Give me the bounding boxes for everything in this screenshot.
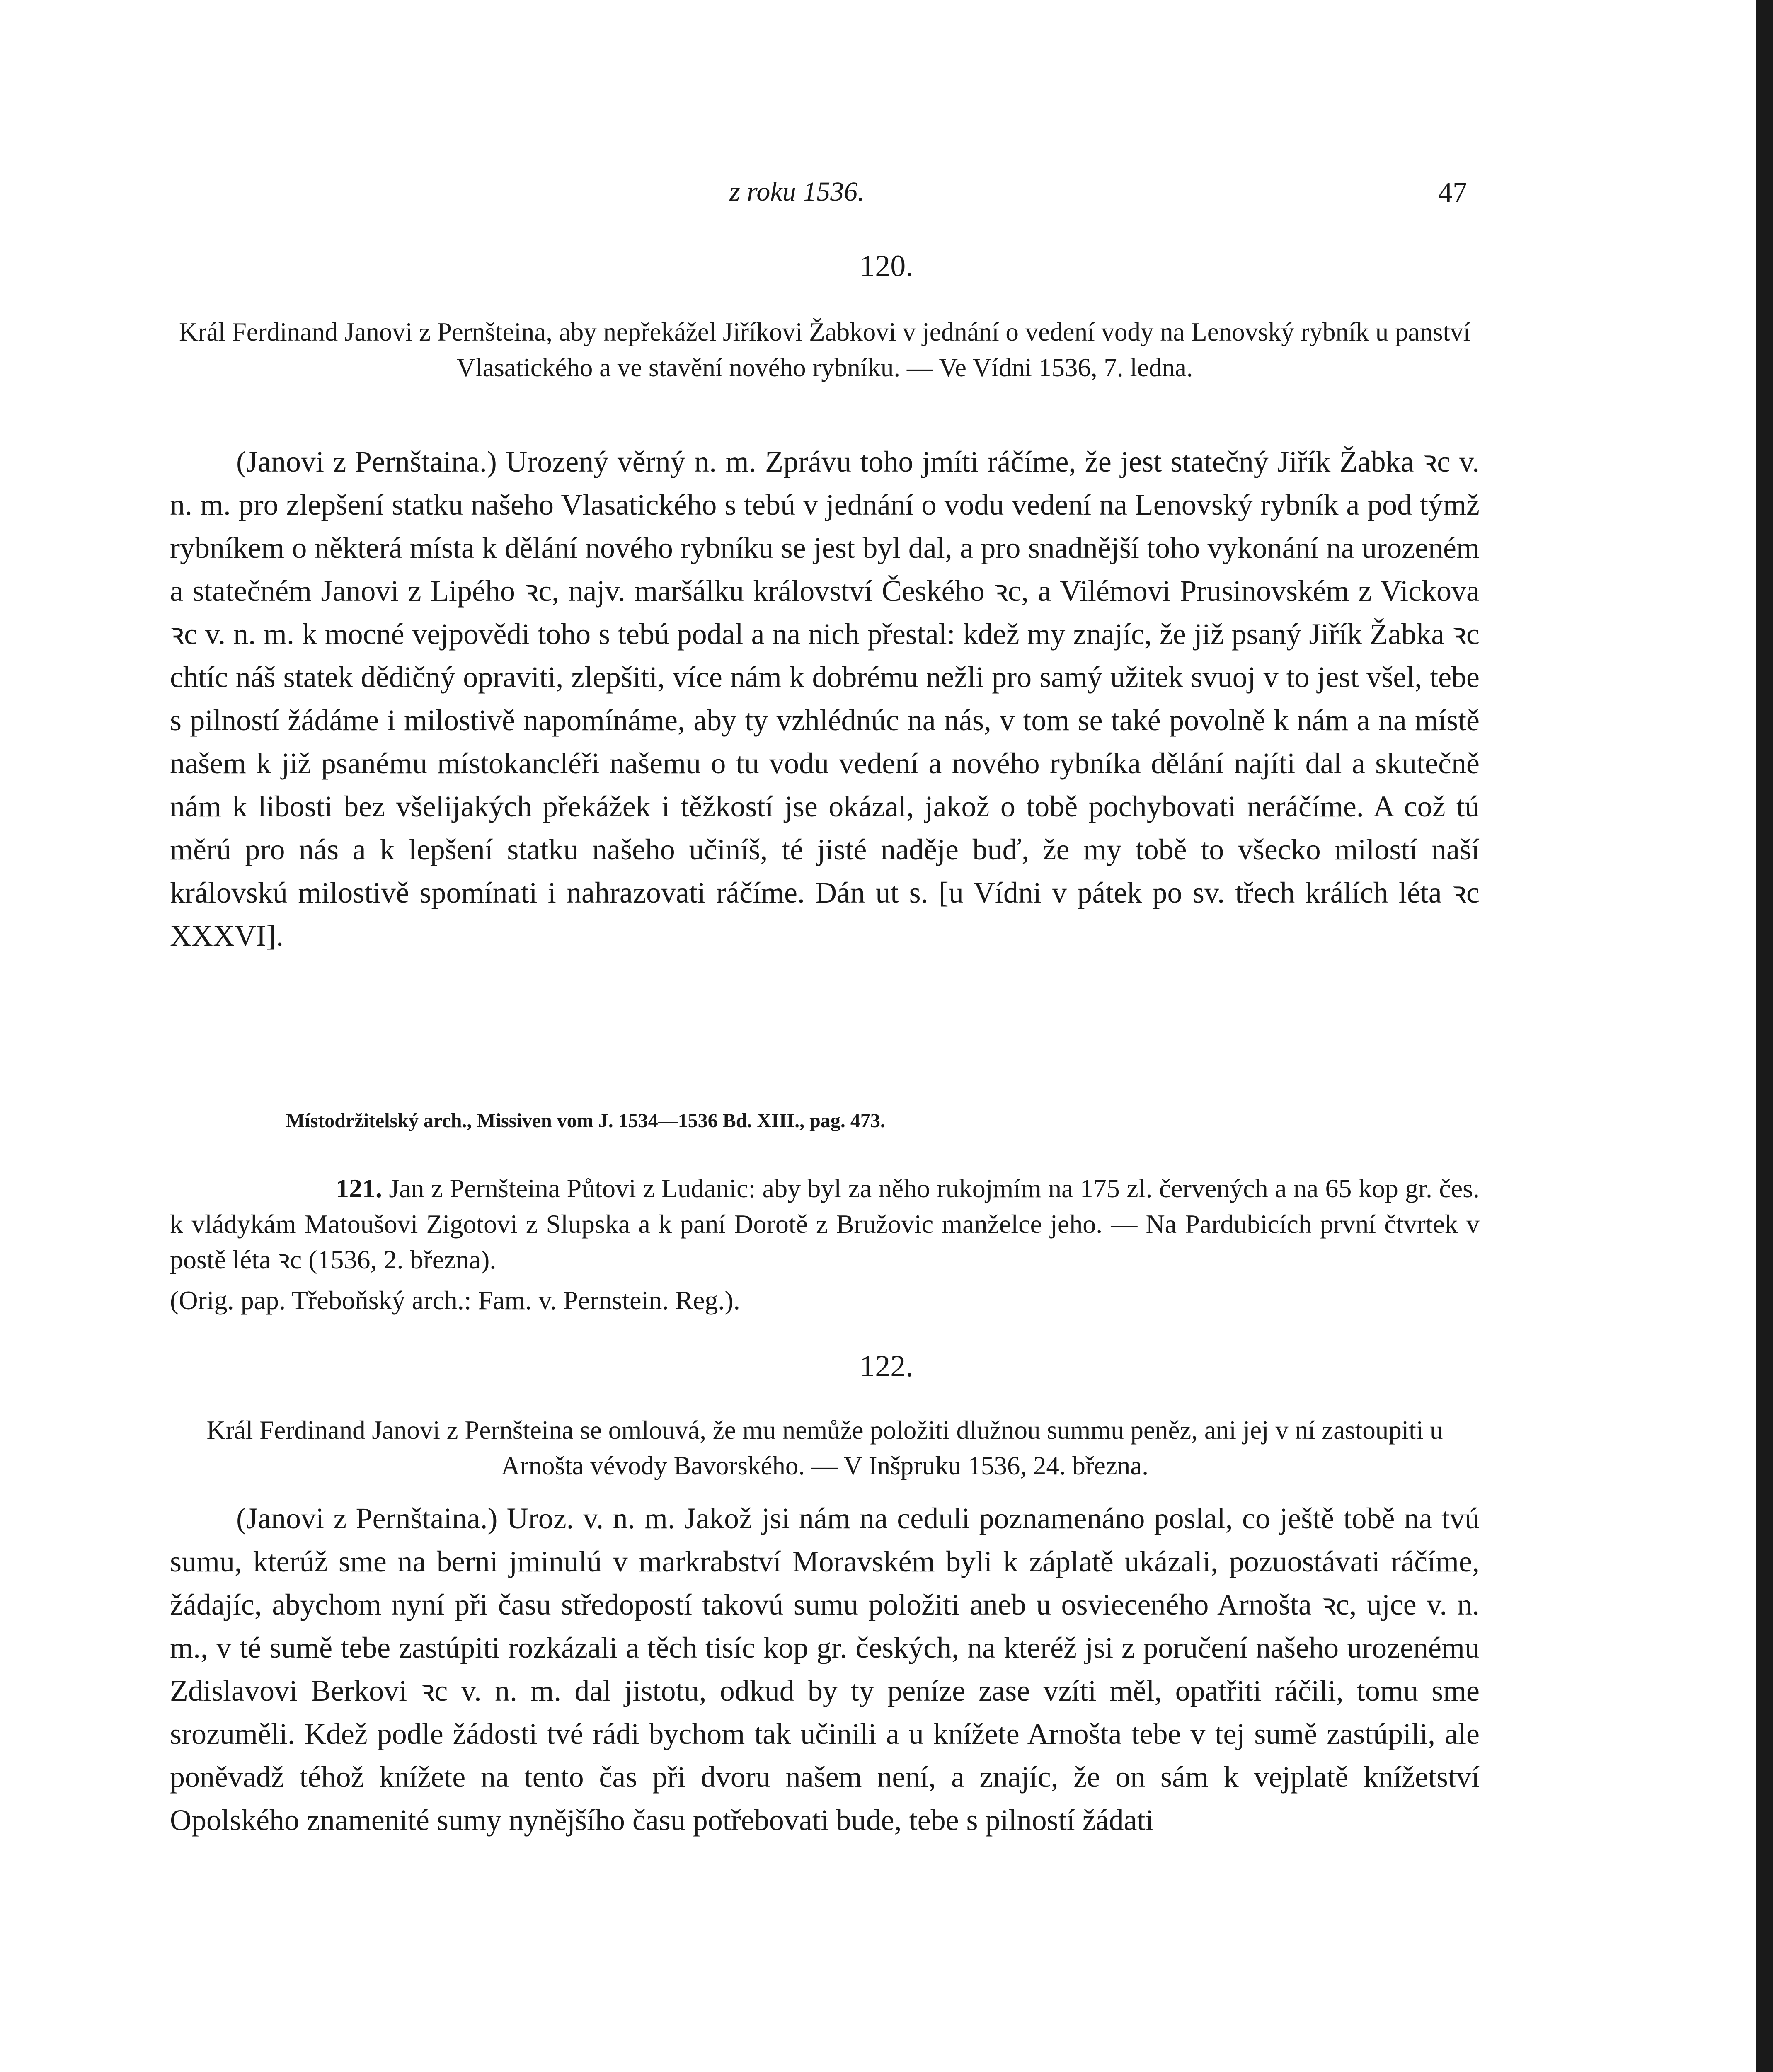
entry-121-number: 121. (336, 1174, 382, 1203)
entry-122-number: 122. (860, 1349, 913, 1383)
page-number: 47 (1438, 177, 1467, 208)
entry-121-orig: (Orig. pap. Třeboňský arch.: Fam. v. Pernstein. Reg.). (170, 1285, 740, 1315)
running-title: z roku 1536. (729, 177, 865, 207)
entry-120-number: 120. (860, 249, 913, 283)
entry-122-summary: Král Ferdinand Janovi z Pernšteina se omlouvá, že mu nemůže položiti dlužnou summu peněz, ani jej v ní zastoupiti u Arnošta vévody Bavorského. — V Inšpruku 1536, 24. března. (206, 1416, 1443, 1480)
entry-120-summary: Král Ferdinand Janovi z Pernšteina, aby nepřekážel Jiříkovi Žabkovi v jednání o vedení vody na Lenovský rybník u panství Vlasatického a ve stavění nového rybníku. — Ve Vídni 1536, 7. ledna. (179, 317, 1470, 382)
entry-122-text: (Janovi z Pernštaina.) Uroz. v. n. m. Jakož jsi nám na ceduli poznamenáno poslal, co ještě tobě na tvú sumu, kterúž sme na berni jminulú v markrabství Moravském byli k záplatě ukázali, pozuostávati ráčíme, žádajíc, abychom nyní při času středopostí takovú sumu položiti aneb u osvieceného Arnošta ꝛc, ujce v. n. m., v té sumě tebe zastúpiti rozkázali a těch tisíc kop gr. českých, na kteréž jsi z poručení našeho urozenému Zdislavovi Berkovi ꝛc v. n. m. dal jistotu, odkud by ty peníze zase vzíti měl, opatřiti ráčili, tomu sme srozuměli. Kdež podle žádosti tvé rádi bychom tak učinili a u knížete Arnošta tebe v tej sumě zastúpili, ale poněvadž téhož knížete na tento čas při dvoru našem není, a znajíc, že on sám k vejplatě knížetství Opolského znamenité sumy nynějšího času potřebovati bude, tebe s pilností žádati (170, 1502, 1480, 1837)
entry-121 (170, 1171, 1480, 1278)
scan-edge-right (1756, 0, 1773, 2072)
entry-121-text: Jan z Pernšteina Půtovi z Ludanic: aby byl za něho rukojmím na 175 zl. červených a na 65 kop gr. čes. k vládykám Matoušovi Zigotovi z Slupska a k paní Dorotě z Bružovic manželce jeho. — Na Pardubicích první čtvrtek v postě léta ꝛc (1536, 2. března). (170, 1174, 1480, 1274)
entry-120-text: (Janovi z Pernštaina.) Urozený věrný n. m. Zprávu toho jmíti ráčíme, že jest statečný Jiřík Žabka ꝛc v. n. m. pro zlepšení statku našeho Vlasatického s tebú v jednání o vodu vedení na Lenovský rybník a pod týmž rybníkem o některá místa k dělání nového rybníku se jest byl dal, a pro snadnější toho vykonání na urozeném a statečném Janovi z Lipého ꝛc, najv. maršálku království Českého ꝛc, a Vilémovi Prusinovském z Vickova ꝛc v. n. m. k mocné vejpovědi toho s tebú podal a na nich přestal: kdež my znajíc, že již psaný Jiřík Žabka ꝛc chtíc náš statek dědičný opraviti, zlepšiti, více nám k dobrému nežli pro samý užitek svuoj v to jest všel, tebe s pilností žádáme i milostivě napomínáme, aby ty vzhlédnúc na nás, v tom se také povolně k nám a na místě našem k již psanému místokancléři našemu o tu vodu vedení a nového rybníka dělání najíti dal a skutečně nám k libosti bez všelijakých překážek i těžkostí jse okázal, jakož o tobě pochybovati neráčíme. A což tú měrú pro nás a k lepšení statku našeho učiníš, té jisté naděje buď, že my tobě to všecko milostí naší královskú milostivě spomínati i nahrazovati ráčíme. Dán ut s. [u Vídni v pátek po sv. třech králích léta ꝛc XXXVI]. (170, 445, 1480, 952)
entry-120-source: Místodržitelský arch., Missiven vom J. 1534—1536 Bd. XIII., pag. 473. (286, 1110, 885, 1132)
